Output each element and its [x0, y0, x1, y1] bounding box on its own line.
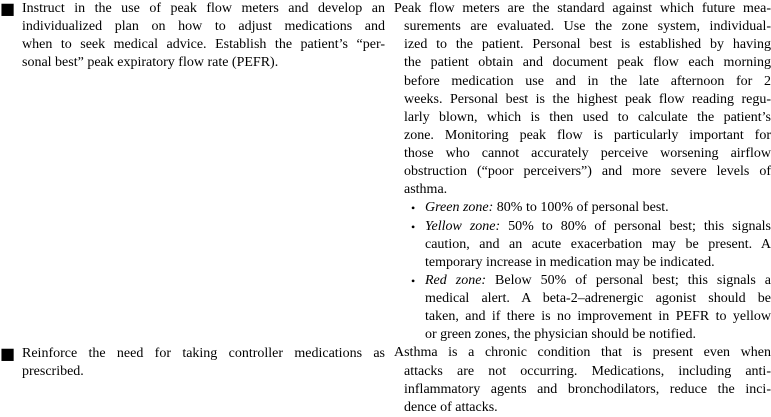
text-line: caution, and an acute exacerbation may be present. A — [425, 236, 771, 252]
text-line: asthma. — [404, 182, 448, 198]
text-line: weeks. Personal best is the highest peak flow reading regu- — [404, 91, 771, 107]
paragraph-asthma-chronic — [394, 344, 771, 417]
zone-text: 80% to 100% of personal best. — [493, 200, 669, 216]
square-bullet-icon: ■ — [0, 0, 16, 18]
text-line: ized to the patient. Personal best is established by having — [404, 37, 771, 53]
zone-text: Below 50% of personal best; this signals a — [486, 272, 771, 288]
zone-label: Green zone: — [425, 200, 494, 216]
text-line: inflammatory agents and bronchodilators, reduce the inci- — [404, 381, 771, 397]
text-line: before medication use and in the late afternoon for 2 — [404, 73, 771, 89]
right-column — [394, 0, 771, 417]
text-line: larly blown, which is then used to calculate the patient’s — [404, 109, 771, 125]
text-line: medical alert. A beta-2–adrenergic agonist should be — [425, 291, 771, 306]
action-item-controller-medications — [0, 345, 385, 381]
text-line: surements are evaluated. Use the zone system, individual- — [404, 19, 771, 35]
text-line: taken, and if there is no improvement in PEFR to yellow — [425, 309, 771, 325]
text-line — [394, 218, 771, 236]
text-line: prescribed. — [22, 363, 84, 379]
text-line: sonal best” peak expiratory flow rate (PEFR). — [22, 55, 279, 71]
text-line: Peak flow meters are the standard against which future mea- — [394, 1, 771, 16]
text-line: Instruct in the use of peak flow meters and develop an — [22, 1, 385, 16]
action-item-peak-flow — [0, 0, 385, 73]
text-line — [394, 199, 771, 217]
left-column — [0, 0, 385, 417]
text-line: Asthma is a chronic condition that is present even when — [394, 345, 771, 361]
text-line: obstruction (“poor perceivers”) and more severe levels of — [404, 164, 771, 180]
text-line — [394, 272, 771, 290]
zone-text: 50% to 80% of personal best; this signals — [500, 218, 771, 234]
text-line: Reinforce the need for taking controller medications as — [22, 345, 385, 361]
square-bullet-icon: ■ — [0, 343, 16, 363]
text-line: when to seek medical advice. Establish the patient’s “per- — [22, 37, 385, 53]
dot-bullet-icon: • — [411, 273, 416, 288]
text-line: dence of attacks. — [404, 399, 498, 415]
zone-label: Yellow zone: — [425, 218, 501, 234]
dot-bullet-icon: • — [411, 201, 416, 216]
text-line: temporary increase in medication may be indicated. — [425, 254, 715, 270]
text-line: zone. Monitoring peak flow is particularly important for — [404, 127, 771, 143]
zone-label: Red zone: — [425, 272, 487, 288]
text-line: or green zones, the physician should be notified. — [425, 327, 696, 343]
text-line: attacks are not occurring. Medications, including anti- — [404, 363, 771, 379]
paragraph-peak-flow-meters — [394, 0, 771, 199]
text-line: the patient obtain and document peak flow each morning — [404, 55, 771, 71]
text-line: those who cannot accurately perceive worsening airflow — [404, 146, 771, 161]
zone-bullet-green — [394, 199, 771, 217]
text-line: individualized plan on how to adjust medications and — [22, 19, 385, 35]
zone-bullet-red — [394, 272, 771, 345]
dot-bullet-icon: • — [411, 219, 416, 234]
zone-bullet-yellow — [394, 218, 771, 272]
